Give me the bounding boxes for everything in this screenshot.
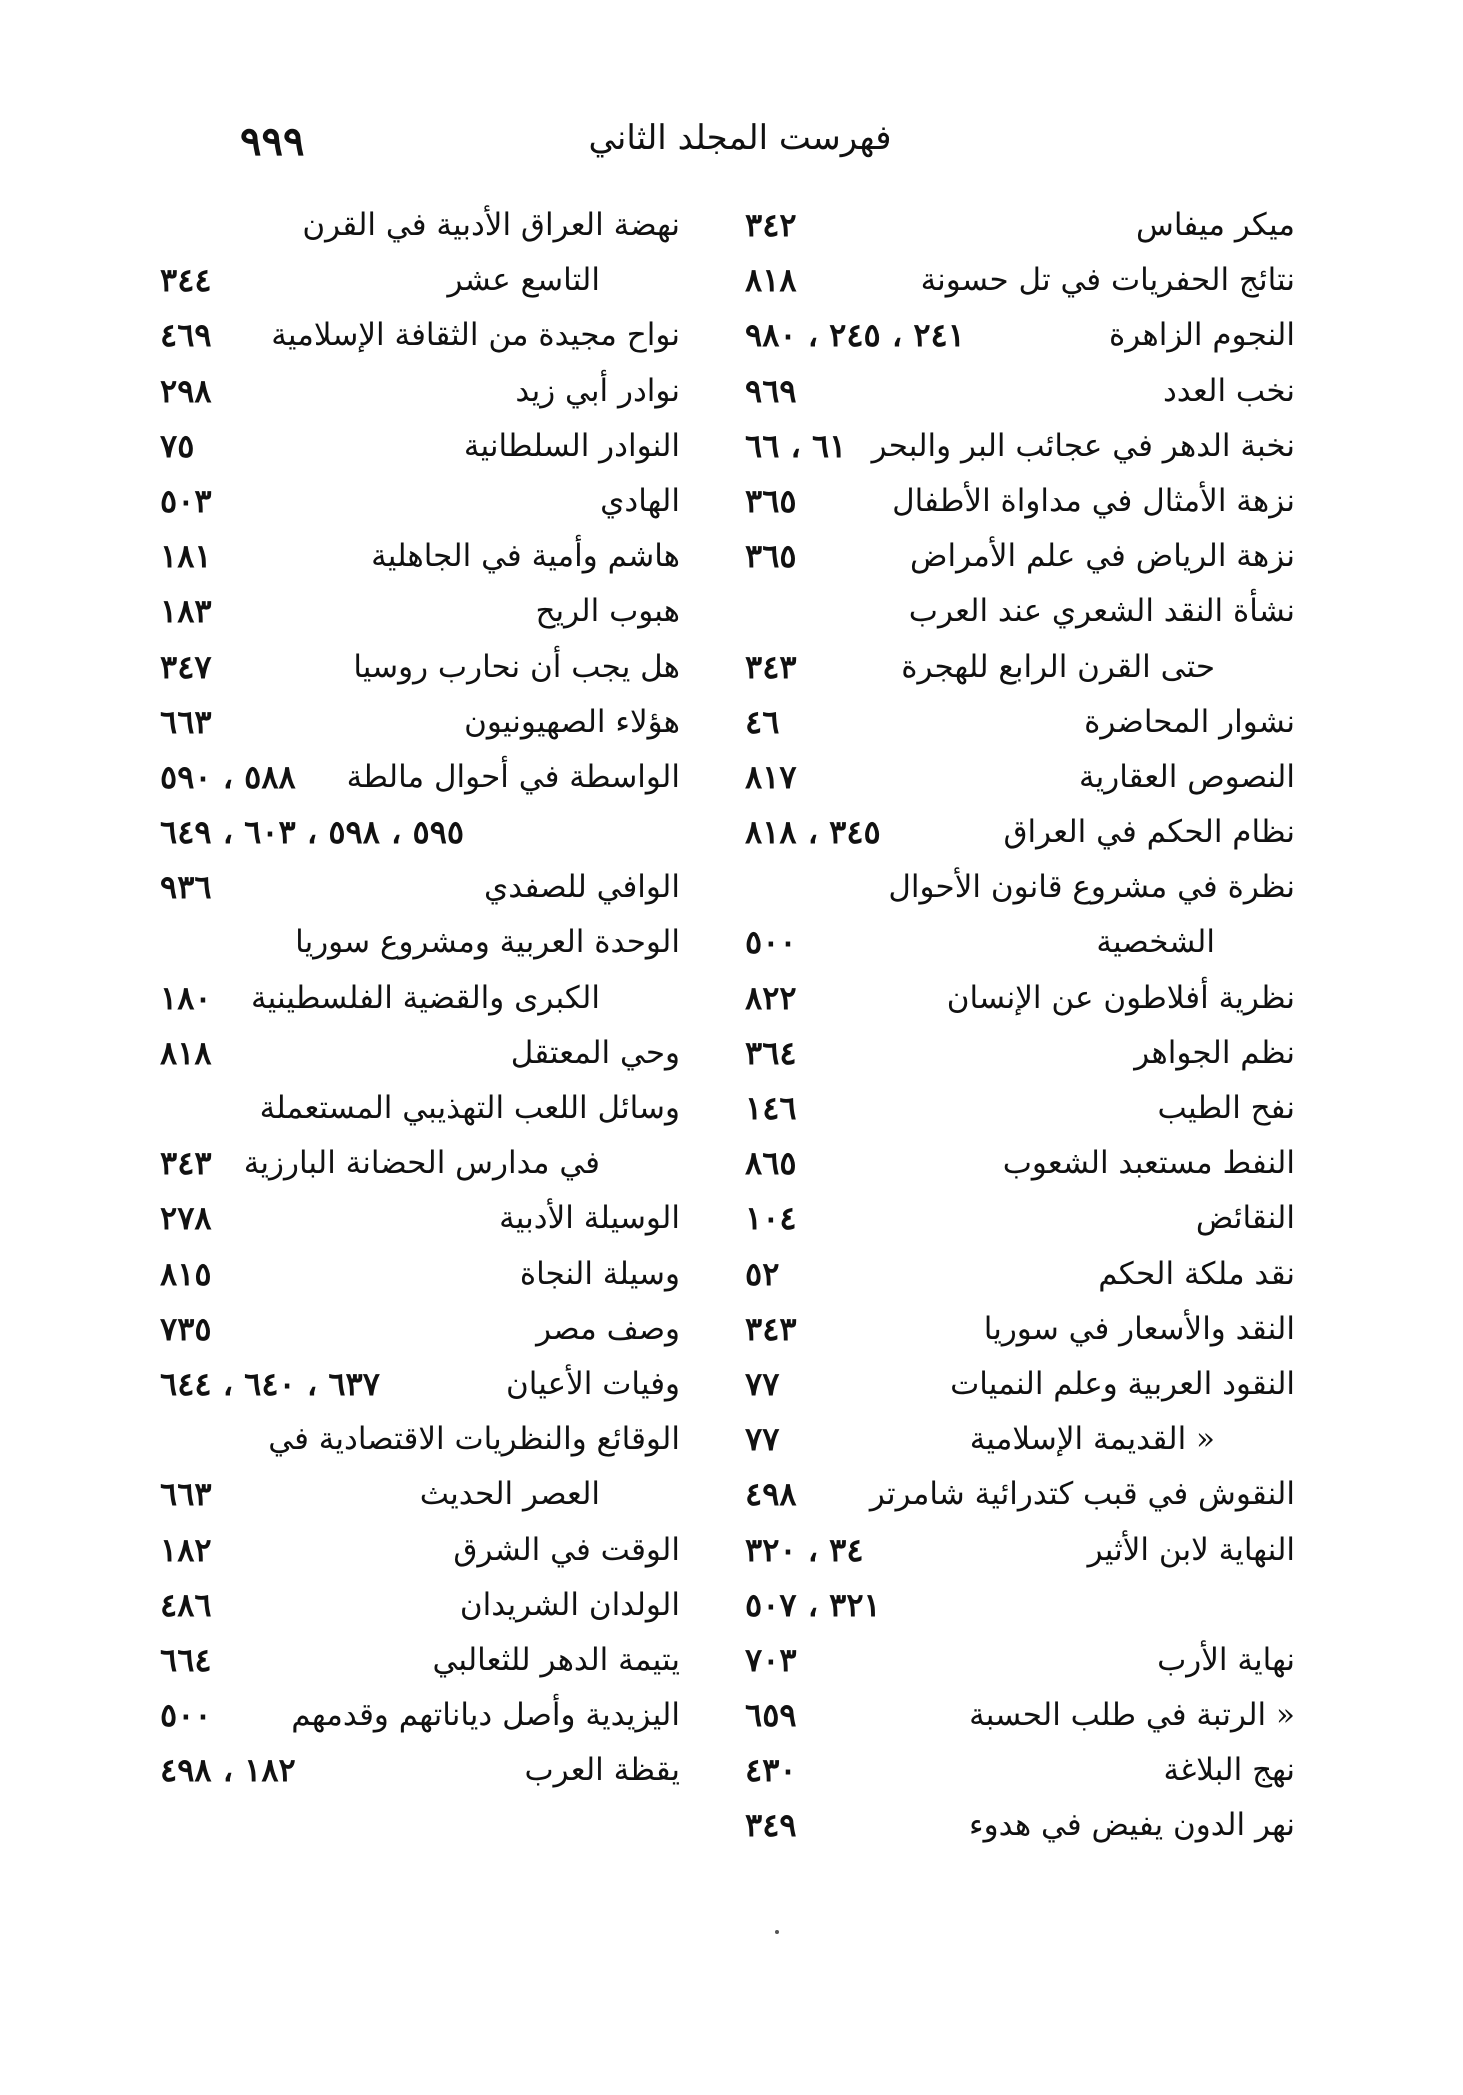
entry-title: ميكر ميفاس [1136,207,1295,243]
entry-title: النهاية لابن الأثير [1087,1531,1295,1568]
entry-title: الوسيلة الأدبية [499,1200,680,1237]
index-entry [745,1798,1295,1853]
index-entry [745,1578,1295,1633]
index-entry [160,695,680,750]
index-entry [160,1247,680,1302]
index-entry [745,1247,1295,1302]
index-entry [745,971,1295,1026]
index-entry [745,805,1295,860]
entry-title: النقد والأسعار في سوريا [983,1310,1295,1347]
entry-title: الولدان الشريدان [459,1586,680,1623]
entry-title: يقظة العرب [524,1752,680,1789]
index-entry [745,1026,1295,1081]
index-entry [745,860,1295,915]
entry-pages: ٥٨٨ ، ٥٩٠ [160,757,296,796]
index-entry [160,584,680,639]
index-entry [745,198,1295,253]
entry-title: الكبرى والقضية الفلسطينية [251,979,600,1016]
entry-pages: ٧٣٥ [160,1309,212,1348]
entry-title: في مدارس الحضانة البارزية [243,1145,600,1182]
entry-pages: ١٨٠ [160,978,212,1017]
entry-pages: ٧٧ [745,1364,780,1403]
index-entry [160,1302,680,1357]
entry-pages: ٣٤٢ [745,206,797,244]
entry-title: نزهة الرياض في علم الأمراض [910,538,1295,575]
entry-pages: ٤٦ [745,702,780,741]
entry-title: نخبة الدهر في عجائب البر والبحر [871,427,1295,464]
index-entry [745,1412,1295,1467]
entry-pages: ٧٧ [745,1420,780,1459]
entry-pages: ٢٩٨ [160,371,212,410]
entry-pages: ٥٠٠ [160,1696,212,1735]
entry-title: النقوش في قبب كتدرائية شامرتر [869,1476,1295,1513]
entry-title: نهج البلاغة [1163,1752,1295,1789]
entry-pages: ٤٦٩ [160,316,212,355]
entry-title: وسيلة النجاة [519,1255,680,1292]
index-column-right [745,198,1295,1854]
index-entry [160,915,680,970]
entry-pages: ٣٤٣ [745,1309,797,1348]
page-number: ٩٩٩ [240,118,305,165]
entry-pages: ٨١٨ [160,1033,212,1072]
entry-title: نتائج الحفريات في تل حسونة [920,262,1295,299]
entry-title: نظام الحكم في العراق [1003,814,1295,851]
entry-title: الوقت في الشرق [453,1531,680,1568]
entry-title: النفط مستعبد الشعوب [1002,1145,1295,1182]
entry-title: التاسع عشر [447,262,600,299]
index-entry [745,695,1295,750]
entry-title: النجوم الزاهرة [1109,317,1295,354]
index-entry [745,1467,1295,1522]
index-entry [160,1081,680,1136]
page-header [0,118,1463,178]
entry-title: الواسطة في أحوال مالطة [346,758,680,795]
entry-title: نزهة الأمثال في مداواة الأطفال [892,482,1295,519]
index-entry [745,1357,1295,1412]
entry-pages: ٣٤٣ [160,1144,212,1183]
entry-pages: ٦٦٤ [160,1640,212,1679]
index-entry [160,1412,680,1467]
entry-title: اليزيدية وأصل دياناتهم وقدمهم [291,1697,680,1734]
index-entry [160,364,680,419]
index-entry [745,364,1295,419]
entry-pages: ٣٤ ، ٣٢٠ [745,1530,864,1569]
entry-pages: ٣٦٥ [745,481,797,520]
index-entry [745,1191,1295,1246]
index-column-left [160,198,680,1798]
entry-pages: ٤٣٠ [745,1751,797,1790]
index-entry [745,529,1295,584]
entry-pages: ٢٤١ ، ٢٤٥ ، ٩٨٠ [745,316,965,355]
entry-pages: ٣٤٤ [160,261,212,300]
entry-title: حتى القرن الرابع للهجرة [901,648,1215,685]
entry-title: نوادر أبي زيد [515,372,680,409]
entry-title: هل يجب أن نحارب روسيا [353,648,680,685]
entry-title: نفح الطيب [1157,1090,1295,1126]
entry-title: « القديمة الإسلامية [969,1421,1215,1458]
entry-title: الوحدة العربية ومشروع سوريا [295,924,680,961]
entry-title: نظم الجواهر [1134,1034,1295,1071]
entry-title: هؤلاء الصهيونيون [464,703,680,740]
index-entry [160,253,680,308]
entry-title: « الرتبة في طلب الحسبة [969,1697,1295,1734]
index-entry [160,1136,680,1191]
entry-pages: ٨١٧ [745,757,797,796]
entry-pages: ٣٤٩ [745,1806,797,1845]
index-entry [160,308,680,363]
index-entry [160,529,680,584]
entry-pages: ٧٥ [160,426,195,465]
entry-pages: ١٨١ [160,537,212,576]
entry-title: نقد ملكة الحكم [1098,1255,1295,1292]
entry-title: الشخصية [1096,924,1215,961]
entry-pages: ٥٠٠ [745,923,797,962]
entry-title: وحي المعتقل [510,1034,680,1071]
index-entry [160,1688,680,1743]
index-entry [745,1302,1295,1357]
entry-pages: ٤٩٨ [745,1475,797,1514]
entry-title: نشوار المحاضرة [1084,703,1295,740]
entry-pages: ٩٦٩ [745,371,797,410]
index-entry [745,1633,1295,1688]
index-entry [160,198,680,253]
entry-title: وسائل اللعب التهذيبي المستعملة [259,1090,680,1126]
entry-title: النقائض [1195,1200,1295,1237]
entry-pages: ٦٥٩ [745,1696,797,1735]
entry-pages: ٥٩٥ ، ٥٩٨ ، ٦٠٣ ، ٦٤٩ [160,813,465,852]
entry-title: النوادر السلطانية [463,427,680,464]
index-entry [745,1688,1295,1743]
index-entry [160,1578,680,1633]
index-entry [745,253,1295,308]
entry-pages: ٣٢١ ، ٥٠٧ [745,1585,881,1624]
entry-pages: ٨٢٢ [745,978,797,1017]
entry-title: النقود العربية وعلم النميات [950,1365,1295,1402]
entry-pages: ٦٣٧ ، ٦٤٠ ، ٦٤٤ [160,1364,380,1403]
index-entry [745,750,1295,805]
index-entry [745,419,1295,474]
entry-pages: ٦٦٣ [160,702,212,741]
index-entry [160,805,680,860]
index-entry [160,971,680,1026]
index-entry [160,474,680,529]
entry-pages: ٩٣٦ [160,868,212,907]
entry-title: نهر الدون يفيض في هدوء [969,1807,1295,1844]
entry-title: هاشم وأمية في الجاهلية [371,538,680,575]
index-entry [160,750,680,805]
entry-title: نهضة العراق الأدبية في القرن [302,207,680,243]
entry-pages: ٦١ ، ٦٦ [745,426,847,465]
entry-pages: ٧٠٣ [745,1640,797,1679]
index-entry [745,1136,1295,1191]
entry-title: نخب العدد [1162,372,1295,409]
index-entry [745,1523,1295,1578]
index-entry [160,1026,680,1081]
entry-pages: ١٨٣ [160,592,212,631]
entry-pages: ١٨٢ ، ٤٩٨ [160,1751,296,1790]
entry-title: وفيات الأعيان [506,1365,680,1402]
index-entry [160,1743,680,1798]
entry-title: الوقائع والنظريات الاقتصادية في [268,1421,680,1458]
entry-title: نشأة النقد الشعري عند العرب [908,593,1295,630]
entry-title: الهادي [600,482,680,519]
index-entry [745,1743,1295,1798]
index-entry [745,915,1295,970]
entry-pages: ٣٦٥ [745,537,797,576]
index-entry [160,1633,680,1688]
entry-title: نواح مجيدة من الثقافة الإسلامية [271,317,680,354]
running-title: فهرست المجلد الثاني [588,118,892,158]
entry-title: يتيمة الدهر للثعالبي [432,1641,680,1678]
entry-pages: ٣٦٤ [745,1033,797,1072]
index-entry [745,308,1295,363]
index-entry [745,640,1295,695]
index-entry [160,1357,680,1412]
entry-title: هبوب الريح [535,593,680,630]
entry-title: نظرة في مشروع قانون الأحوال [888,869,1295,906]
entry-pages: ٣٤٥ ، ٨١٨ [745,813,881,852]
entry-title: وصف مصر [536,1310,680,1347]
entry-pages: ٥٢ [745,1254,780,1293]
entry-pages: ٨١٨ [745,261,797,300]
index-entry [745,474,1295,529]
index-entry [160,419,680,474]
index-entry [745,1081,1295,1136]
entry-pages: ٤٨٦ [160,1585,212,1624]
entry-pages: ٦٦٣ [160,1475,212,1514]
index-entry [160,1467,680,1522]
index-entry [160,640,680,695]
entry-pages: ٣٤٧ [160,647,212,686]
index-entry [745,584,1295,639]
speck-mark [775,1930,779,1934]
entry-pages: ١٠٤ [745,1199,797,1238]
index-entry [160,860,680,915]
entry-title: نهاية الأرب [1157,1641,1295,1678]
entry-title: نظرية أفلاطون عن الإنسان [946,979,1295,1016]
entry-pages: ٨٦٥ [745,1144,797,1183]
index-entry [160,1523,680,1578]
entry-pages: ٥٠٣ [160,481,212,520]
entry-pages: ١٨٢ [160,1530,212,1569]
entry-pages: ١٤٦ [745,1089,797,1127]
entry-pages: ٨١٥ [160,1254,212,1293]
entry-title: الوافي للصفدي [483,869,680,906]
entry-title: النصوص العقارية [1078,758,1295,795]
entry-title: العصر الحديث [419,1476,600,1513]
entry-pages: ٣٤٣ [745,647,797,686]
index-entry [160,1191,680,1246]
entry-pages: ٢٧٨ [160,1199,212,1238]
